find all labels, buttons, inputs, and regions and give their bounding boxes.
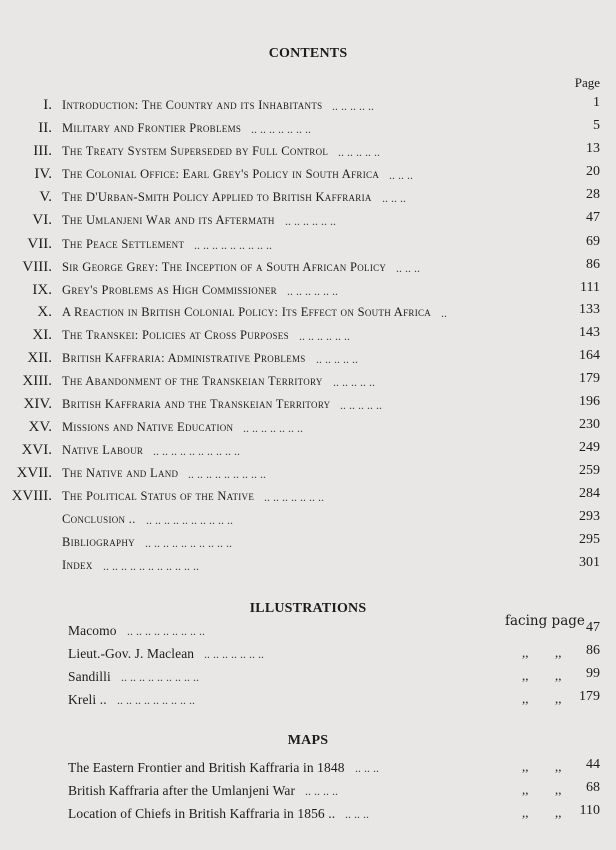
map-entry-title: British Kaffraria after the Umlanjeni War xyxy=(68,783,296,798)
contents-entry-leader-dots: .. .. .. .. .. xyxy=(340,398,382,412)
contents-entry-leader-dots: .. .. .. .. .. xyxy=(333,375,375,389)
contents-entry-leader-dots: .. .. .. .. .. xyxy=(316,352,358,366)
map-entry-row xyxy=(0,759,616,779)
illustration-entry-page-number: 86 xyxy=(586,643,600,658)
ditto-mark: ,, xyxy=(522,782,529,797)
contents-entry-page-number: 164 xyxy=(579,348,600,363)
ditto-mark: ,, xyxy=(522,668,529,683)
contents-entry-page-number: 20 xyxy=(586,164,600,179)
illustration-entry-title: Kreli .. xyxy=(68,692,107,707)
contents-entry-row xyxy=(0,534,616,554)
contents-entry-row xyxy=(0,327,616,347)
contents-entry-row xyxy=(0,465,616,485)
illustration-entry-leader-dots: .. .. .. .. .. .. .. xyxy=(204,647,264,661)
contents-entry-row xyxy=(0,511,616,531)
contents-entry-title: Index xyxy=(62,558,93,572)
contents-entry-leader-dots: .. .. .. xyxy=(396,261,420,275)
contents-entry-number: V. xyxy=(39,189,52,205)
contents-entry-page-number: 295 xyxy=(579,532,600,547)
contents-entry-page-number: 86 xyxy=(586,257,600,272)
contents-entry-page-number: 13 xyxy=(586,141,600,156)
contents-entry-leader-dots: .. .. .. .. .. xyxy=(338,145,380,159)
map-entry-title: The Eastern Frontier and British Kaffraria in 1848 xyxy=(68,760,345,775)
map-entry-leader-dots: .. .. .. xyxy=(345,807,369,821)
map-entry-row xyxy=(0,805,616,825)
contents-entry-title: British Kaffraria and the Transkeian Territory xyxy=(62,397,331,411)
contents-entry-number: XIV. xyxy=(23,396,52,412)
contents-entry-leader-dots: .. .. .. .. .. .. .. xyxy=(251,122,311,136)
illustration-entry-row xyxy=(0,645,616,665)
contents-entry-title: Introduction: The Country and its Inhabitants xyxy=(62,98,323,112)
contents-entry-page-number: 5 xyxy=(593,118,600,133)
contents-entry-page-number: 196 xyxy=(579,394,600,409)
contents-entry-row xyxy=(0,143,616,163)
contents-entry-number: XVI. xyxy=(21,442,52,458)
illustration-entry-title: Macomo xyxy=(68,623,117,638)
contents-entry-leader-dots: .. .. .. xyxy=(382,191,406,205)
contents-entry-leader-dots: .. .. .. .. .. .. .. .. .. .. xyxy=(146,513,233,527)
contents-entry-title: Military and Frontier Problems xyxy=(62,121,242,135)
contents-entry-leader-dots: .. .. .. .. .. .. .. .. .. xyxy=(194,238,272,252)
contents-entry-page-number: 133 xyxy=(579,302,600,317)
contents-entry-title: The Transkei: Policies at Cross Purposes xyxy=(62,328,289,342)
contents-entry-title: The D'Urban-Smith Policy Applied to British Kaffraria xyxy=(62,190,372,204)
contents-entry-row xyxy=(0,212,616,232)
contents-entry-number: XV. xyxy=(28,419,52,435)
contents-entry-page-number: 47 xyxy=(586,210,600,225)
contents-entry-row xyxy=(0,557,616,577)
contents-entry-row xyxy=(0,488,616,508)
contents-entry-row xyxy=(0,373,616,393)
illustration-entry-title: Sandilli xyxy=(68,669,111,684)
contents-entry-leader-dots: .. .. .. .. .. .. .. xyxy=(243,421,303,435)
contents-entry-row xyxy=(0,120,616,140)
ditto-mark: ,, xyxy=(555,645,562,660)
contents-entry-row xyxy=(0,350,616,370)
contents-entry-number: XIII. xyxy=(22,373,52,389)
contents-entry-title: The Political Status of the Native xyxy=(62,489,255,503)
contents-entry-number: VIII. xyxy=(22,259,52,275)
map-entry-page-number: 68 xyxy=(586,780,600,795)
illustration-entry-title: Lieut.-Gov. J. Maclean xyxy=(68,646,195,661)
contents-entry-page-number: 293 xyxy=(579,509,600,524)
contents-entry-page-number: 69 xyxy=(586,234,600,249)
contents-entry-number: II. xyxy=(38,120,52,136)
ditto-mark: ,, xyxy=(522,805,529,820)
contents-entry-number: VI. xyxy=(32,212,52,228)
contents-entry-row xyxy=(0,236,616,256)
map-entry-row xyxy=(0,782,616,802)
contents-entry-row xyxy=(0,396,616,416)
contents-entry-leader-dots: .. .. .. .. .. .. .. .. .. .. .. xyxy=(103,559,199,573)
contents-entry-number: XVIII. xyxy=(11,488,52,504)
ditto-mark: ,, xyxy=(522,645,529,660)
contents-entry-row xyxy=(0,259,616,279)
contents-entry-page-number: 143 xyxy=(579,325,600,340)
contents-entry-title: British Kaffraria: Administrative Problems xyxy=(62,351,306,365)
contents-entry-leader-dots: .. .. .. .. .. .. .. .. .. .. xyxy=(145,536,232,550)
illustration-entry-row xyxy=(0,622,616,642)
contents-entry-title: Grey's Problems as High Commissioner xyxy=(62,283,277,297)
illustration-entry-page-number: 99 xyxy=(586,666,600,681)
ditto-mark: ,, xyxy=(555,759,562,774)
contents-entry-number: XII. xyxy=(27,350,52,366)
ditto-mark: ,, xyxy=(555,805,562,820)
contents-entry-page-number: 301 xyxy=(579,555,600,570)
contents-entry-leader-dots: .. .. .. .. .. .. .. .. .. .. xyxy=(153,444,240,458)
map-entry-title: Location of Chiefs in British Kaffraria in 1856 .. xyxy=(68,806,336,821)
maps-heading: MAPS xyxy=(287,733,329,748)
ditto-mark: ,, xyxy=(555,668,562,683)
contents-entry-number: X. xyxy=(37,304,52,320)
ditto-mark: ,, xyxy=(522,691,529,706)
illustration-entry-leader-dots: .. .. .. .. .. .. .. .. .. xyxy=(121,670,199,684)
illustration-entry-page-number: 179 xyxy=(579,689,600,704)
contents-entry-title: Sir George Grey: The Inception of a South African Policy xyxy=(62,260,387,274)
contents-entry-row xyxy=(0,166,616,186)
contents-entry-page-number: 259 xyxy=(579,463,600,478)
contents-entry-row xyxy=(0,304,616,324)
contents-entry-title: Conclusion .. xyxy=(62,512,136,526)
illustration-entry-page-number: 47 xyxy=(586,620,600,635)
contents-entry-title: Bibliography xyxy=(62,535,135,549)
contents-entry-number: XI. xyxy=(32,327,52,343)
contents-entry-number: IX. xyxy=(32,282,52,298)
contents-entry-number: VII. xyxy=(27,236,52,252)
contents-entry-row xyxy=(0,442,616,462)
contents-heading: CONTENTS xyxy=(268,46,348,61)
contents-entry-page-number: 1 xyxy=(593,95,600,110)
contents-entry-number: I. xyxy=(43,97,52,113)
contents-entry-page-number: 111 xyxy=(580,280,600,295)
contents-entry-number: IV. xyxy=(34,166,52,182)
contents-entry-number: XVII. xyxy=(16,465,52,481)
contents-entry-row xyxy=(0,97,616,117)
contents-entry-page-number: 284 xyxy=(579,486,600,501)
contents-entry-leader-dots: .. .. .. .. .. .. xyxy=(299,329,350,343)
map-entry-page-number: 110 xyxy=(579,803,600,818)
contents-entry-title: Native Labour xyxy=(62,443,144,457)
contents-entry-title: A Reaction in British Colonial Policy: Its Effect on South Africa xyxy=(62,305,432,319)
contents-entry-page-number: 230 xyxy=(579,417,600,432)
illustration-entry-leader-dots: .. .. .. .. .. .. .. .. .. xyxy=(117,693,195,707)
illustration-entry-row xyxy=(0,691,616,711)
facing-page-label: facing page xyxy=(505,613,585,629)
contents-entry-title: The Treaty System Superseded by Full Control xyxy=(62,144,329,158)
contents-entry-leader-dots: .. xyxy=(441,306,447,320)
illustration-entry-leader-dots: .. .. .. .. .. .. .. .. .. xyxy=(127,624,205,638)
contents-entry-row xyxy=(0,419,616,439)
ditto-mark: ,, xyxy=(555,782,562,797)
contents-entry-title: Missions and Native Education xyxy=(62,420,234,434)
contents-entry-title: The Colonial Office: Earl Grey's Policy in South Africa xyxy=(62,167,380,181)
contents-entry-title: The Umlanjeni War and its Aftermath xyxy=(62,213,275,227)
map-entry-leader-dots: .. .. .. xyxy=(355,761,379,775)
contents-entry-page-number: 179 xyxy=(579,371,600,386)
map-entry-leader-dots: .. .. .. .. xyxy=(305,784,338,798)
ditto-mark: ,, xyxy=(555,691,562,706)
contents-entry-leader-dots: .. .. .. xyxy=(389,168,413,182)
page-column-label: Page xyxy=(574,75,600,90)
ditto-mark: ,, xyxy=(522,759,529,774)
contents-entry-title: The Peace Settlement xyxy=(62,237,185,251)
contents-entry-leader-dots: .. .. .. .. .. .. xyxy=(287,284,338,298)
contents-entry-number: III. xyxy=(33,143,52,159)
contents-entry-row xyxy=(0,189,616,209)
contents-entry-leader-dots: .. .. .. .. .. .. .. .. .. xyxy=(188,467,266,481)
contents-entry-page-number: 28 xyxy=(586,187,600,202)
contents-entry-leader-dots: .. .. .. .. .. .. xyxy=(285,214,336,228)
contents-entry-row xyxy=(0,282,616,302)
illustration-entry-row xyxy=(0,668,616,688)
contents-entry-leader-dots: .. .. .. .. .. .. .. xyxy=(264,490,324,504)
contents-entry-title: The Native and Land xyxy=(62,466,179,480)
illustrations-heading: ILLUSTRATIONS xyxy=(249,601,367,616)
contents-entry-title: The Abandonment of the Transkeian Territory xyxy=(62,374,323,388)
contents-entry-leader-dots: .. .. .. .. .. xyxy=(332,99,374,113)
contents-entry-page-number: 249 xyxy=(579,440,600,455)
map-entry-page-number: 44 xyxy=(586,757,600,772)
